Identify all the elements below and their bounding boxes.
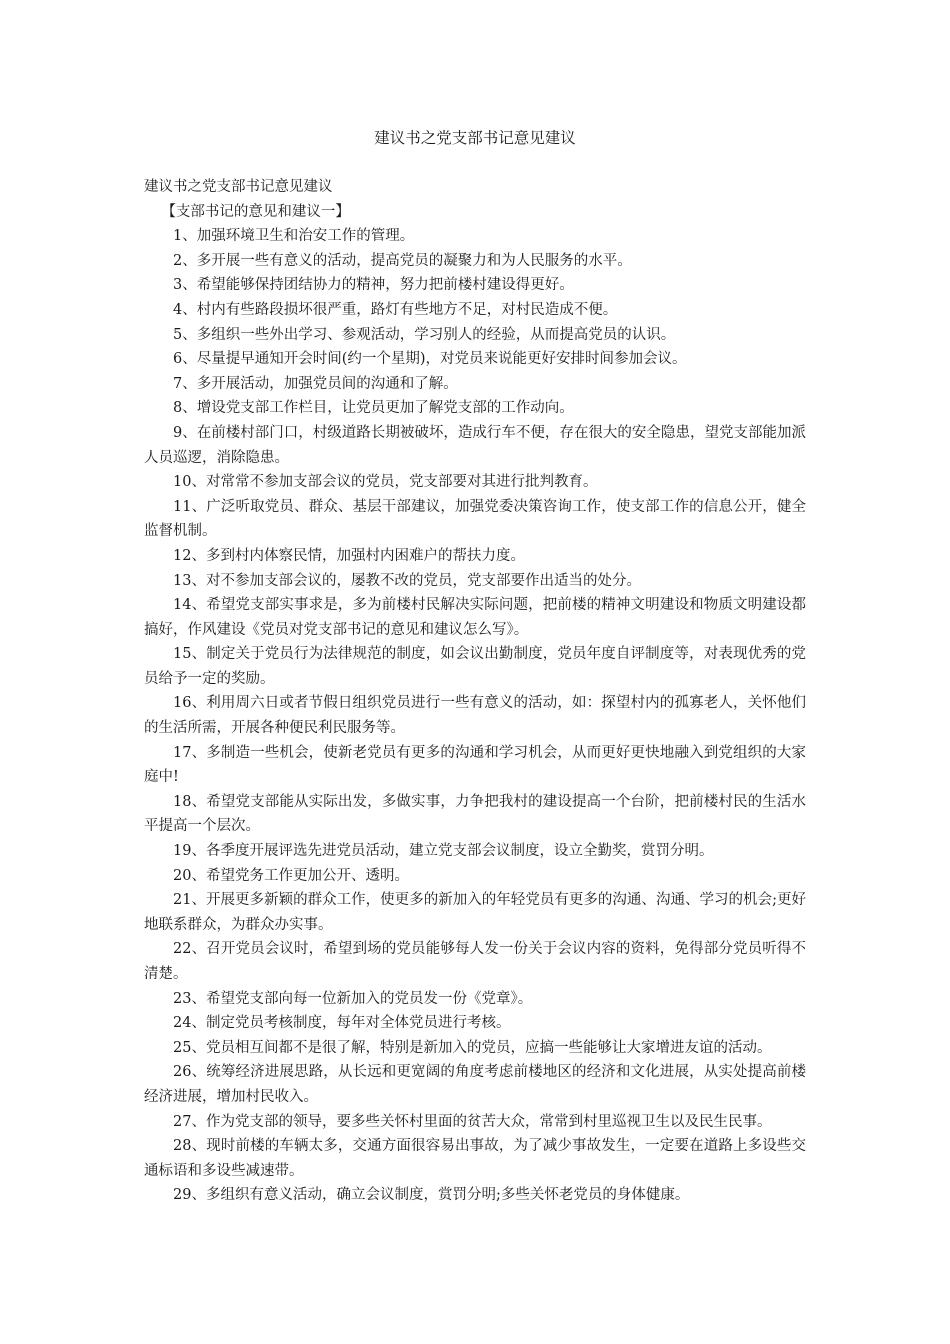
- suggestion-item: 6、尽量提早通知开会时间(约一个星期)，对党员来说能更好安排时间参加会议。: [173, 351, 687, 368]
- suggestion-item: 15、制定关于党员行为法律规范的制度，如会议出勤制度，党员年度自评制度等，对表现优秀的党员给予一定的奖励。: [144, 646, 806, 687]
- suggestion-item: 9、在前楼村部门口，村级道路长期被破坏，造成行车不便，存在很大的安全隐患，望党支部能加派人员巡逻，消除隐患。: [144, 424, 806, 466]
- suggestion-item: 23、希望党支部向每一位新加入的党员发一份《党章》。: [173, 990, 533, 1007]
- suggestion-item: 17、多制造一些机会，使新老党员有更多的沟通和学习机会，从而更好更快地融入到党组织的大家庭中!: [144, 744, 806, 786]
- suggestion-item: 1、加强环境卫生和治安工作的管理。: [173, 228, 415, 245]
- suggestion-item: 4、村内有些路段损坏很严重，路灯有些地方不足，对村民造成不便。: [173, 301, 618, 318]
- suggestion-item: 7、多开展活动，加强党员间的沟通和了解。: [173, 375, 458, 392]
- suggestion-item: 16、利用周六日或者节假日组织党员进行一些有意义的活动，如：探望村内的孤寡老人，关怀他们的生活所需，开展各种便民利民服务等。: [144, 695, 806, 737]
- suggestion-item: 13、对不参加支部会议的，屡教不改的党员，党支部要作出适当的处分。: [173, 572, 641, 589]
- document-title: 建议书之党支部书记意见建议: [374, 129, 576, 147]
- suggestion-item: 27、作为党支部的领导，要多些关怀村里面的贫苦大众，常常到村里巡视卫生以及民生民事。: [173, 1113, 772, 1130]
- document-subtitle: 建议书之党支部书记意见建议: [144, 179, 333, 195]
- suggestion-item: 22、召开党员会议时，希望到场的党员能够每人发一份关于会议内容的资料，免得部分党员听得不清楚。: [144, 941, 806, 982]
- suggestion-item: 14、希望党支部实事求是，多为前楼村民解决实际问题，把前楼的精神文明建设和物质文明建设都搞好，作风建设《党员对党支部书记的意见和建议怎么写》。: [144, 597, 806, 638]
- suggestion-item: 11、广泛听取党员、群众、基层干部建议，加强党委决策咨询工作，使支部工作的信息公开，健全监督机制。: [144, 498, 806, 540]
- suggestion-item: 12、多到村内体察民情，加强村内困难户的帮扶力度。: [173, 547, 525, 564]
- suggestion-item: 10、对常常不参加支部会议的党员，党支部要对其进行批判教育。: [173, 474, 598, 491]
- suggestion-item: 21、开展更多新颖的群众工作，使更多的新加入的年轻党员有更多的沟通、沟通、学习的机会;更好地联系群众，为群众办实事。: [144, 892, 806, 933]
- suggestion-list: [144, 224, 806, 1208]
- document-body: [144, 175, 806, 1208]
- suggestion-item: 29、多组织有意义活动，确立会议制度，赏罚分明;多些关怀老党员的身体健康。: [173, 1187, 690, 1204]
- suggestion-item: 28、现时前楼的车辆太多，交通方面很容易出事故，为了减少事故发生，一定要在道路上多设些交通标语和多设些减速带。: [144, 1138, 806, 1179]
- suggestion-item: 2、多开展一些有意义的活动，提高党员的凝聚力和为人民服务的水平。: [173, 252, 632, 269]
- suggestion-item: 25、党员相互间都不是很了解，特别是新加入的党员，应搞一些能够让大家增进友谊的活动。: [173, 1039, 772, 1056]
- suggestion-item: 24、制定党员考核制度，每年对全体党员进行考核。: [173, 1015, 511, 1032]
- suggestion-item: 20、希望党务工作更加公开、透明。: [173, 867, 409, 884]
- suggestion-item: 19、各季度开展评选先进党员活动，建立党支部会议制度，设立全勤奖，赏罚分明。: [173, 843, 714, 860]
- suggestion-item: 18、希望党支部能从实际出发，多做实事，力争把我村的建设提高一个台阶，把前楼村民的生活水平提高一个层次。: [144, 793, 806, 835]
- suggestion-item: 26、统筹经济进展思路，从长远和更宽阔的角度考虑前楼地区的经济和文化进展，从实处提高前楼经济进展，增加村民收入。: [144, 1064, 806, 1105]
- suggestion-item: 5、多组织一些外出学习、参观活动，学习别人的经验，从而提高党员的认识。: [173, 326, 676, 343]
- section-heading: 【支部书记的意见和建议一】: [161, 203, 350, 220]
- suggestion-item: 8、增设党支部工作栏目，让党员更加了解党支部的工作动向。: [173, 400, 574, 417]
- suggestion-item: 3、希望能够保持团结协力的精神，努力把前楼村建设得更好。: [173, 277, 574, 294]
